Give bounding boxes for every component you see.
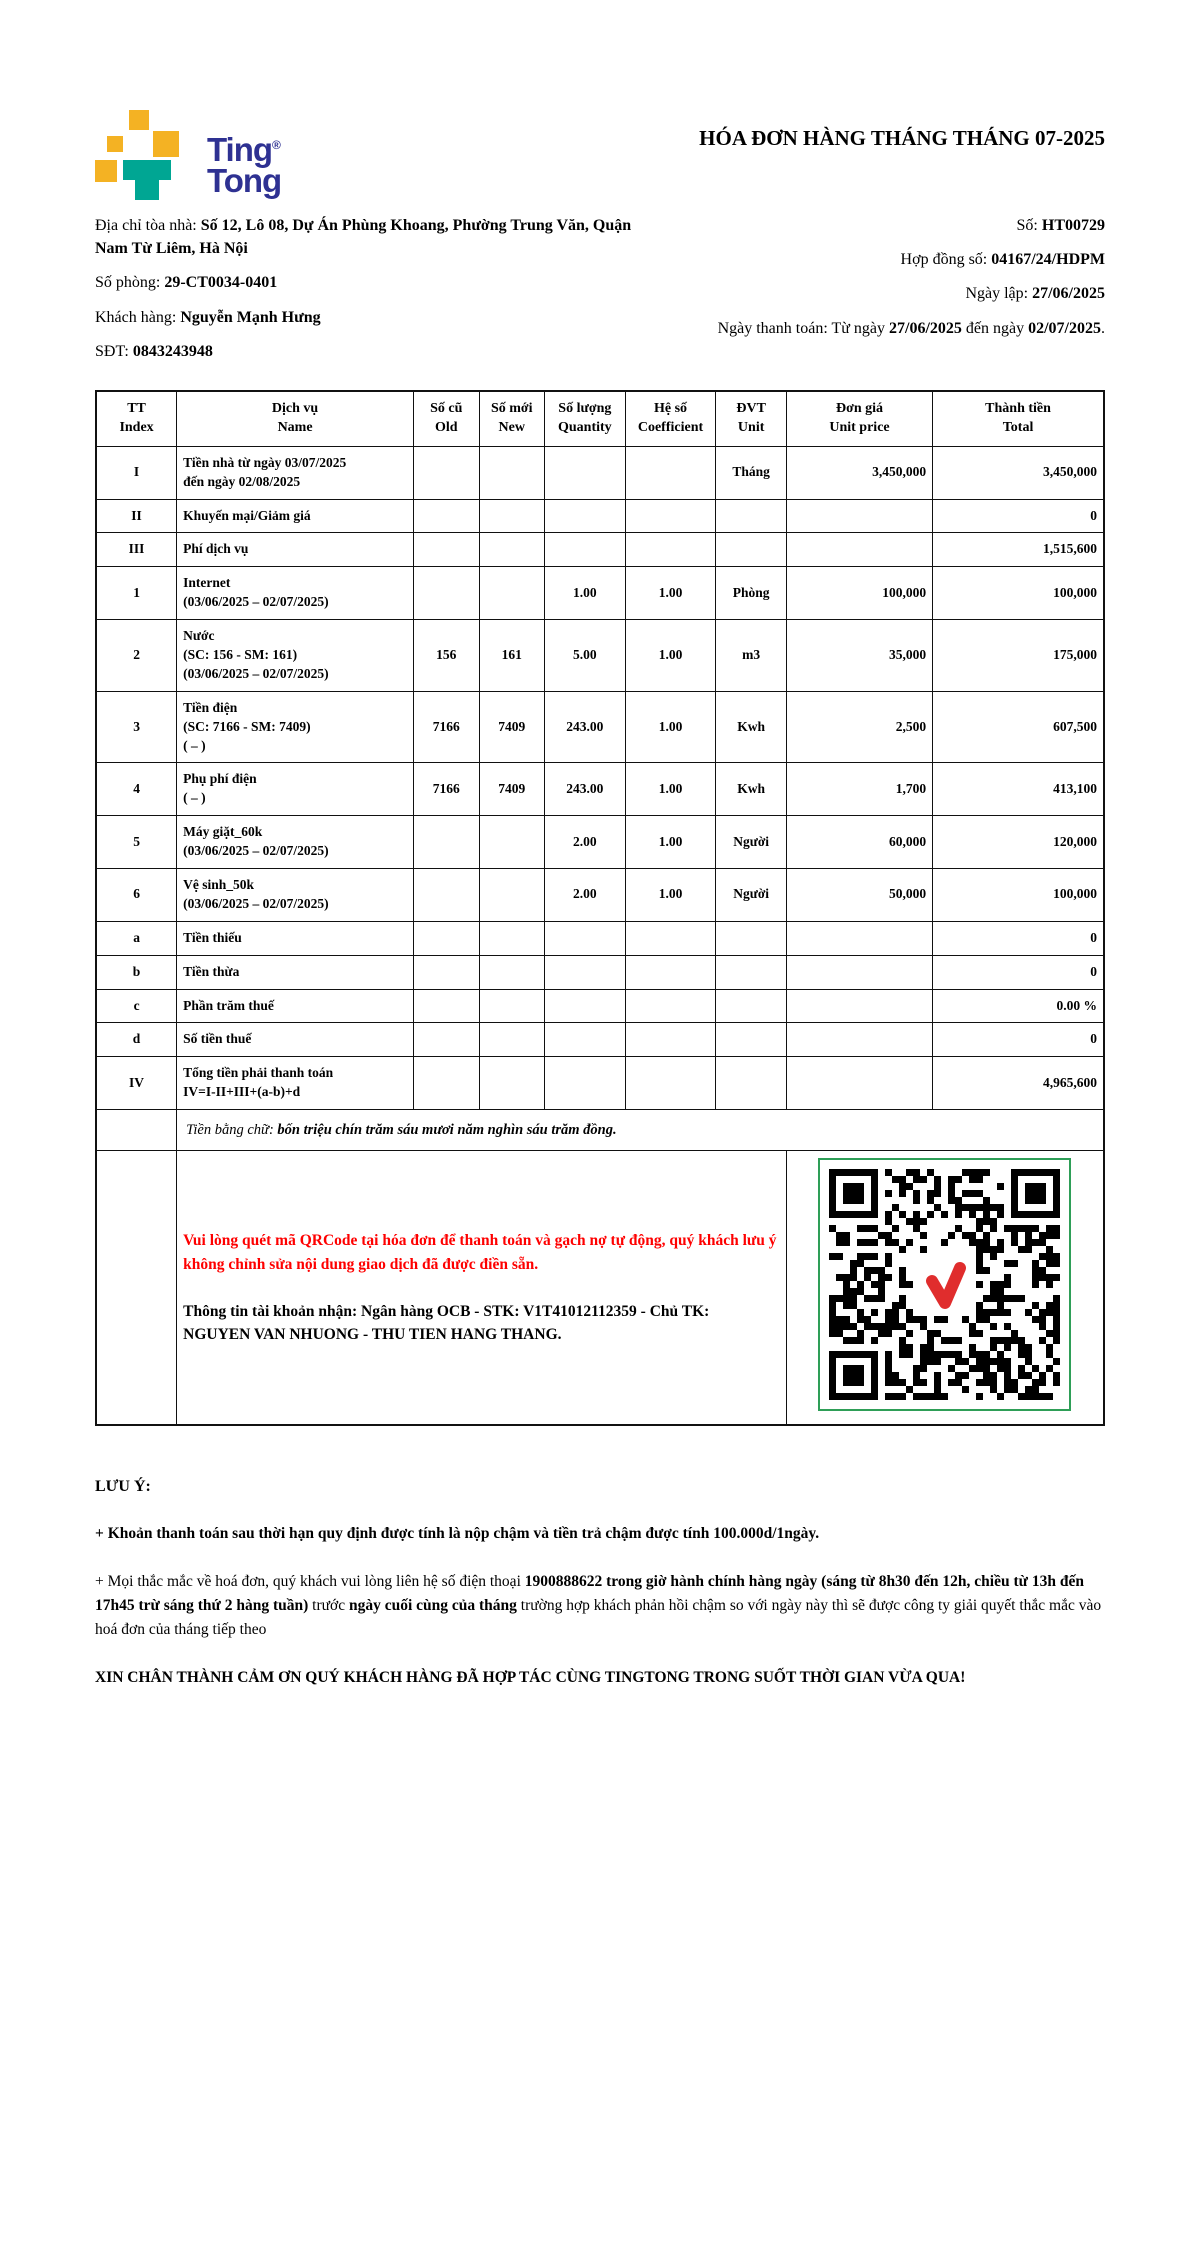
text-segment: 29-CT0034-0401 [164, 274, 278, 292]
text-segment: 04167/24/HDPM [991, 251, 1105, 269]
cell-unit: Người [716, 816, 787, 869]
cell-quantity: 2.00 [545, 868, 626, 921]
cell-new [479, 1023, 545, 1057]
cell-old [414, 989, 480, 1023]
cell-new [479, 1057, 545, 1110]
cell-empty [96, 1151, 177, 1425]
table-row [96, 446, 1104, 499]
cell-index: 5 [96, 816, 177, 869]
text-segment: + Khoản thanh toán sau thời hạn quy định được tính là nộp chậm và tiền trả chậm được tính 100.000d/1ngày. [95, 1525, 820, 1543]
text-segment: Thông tin tài khoản nhận: Ngân hàng OCB - STK: [183, 1302, 524, 1320]
cell-old [414, 567, 480, 620]
cell-total: 0 [933, 921, 1104, 955]
cell-new [479, 816, 545, 869]
column-header: TT Index [96, 391, 177, 446]
cell-service-name: Tiền thừa [177, 955, 414, 989]
column-header: ĐVT Unit [716, 391, 787, 446]
text-segment: + Mọi thắc mắc về hoá đơn, quý khách vui lòng liên hệ số điện thoại [95, 1573, 525, 1591]
cell-new [479, 533, 545, 567]
cell-unit [716, 499, 787, 533]
cell-coefficient [625, 955, 716, 989]
text-segment: Ngày thanh toán: Từ ngày [717, 319, 890, 337]
cell-unit-price: 3,450,000 [786, 446, 932, 499]
logo-word-tong: Tong [207, 162, 282, 200]
cell-quantity [545, 955, 626, 989]
note-late-payment [95, 1522, 1105, 1546]
cell-quantity: 1.00 [545, 567, 626, 620]
column-header: Dịch vụ Name [177, 391, 414, 446]
note-hotline [95, 1570, 1105, 1642]
cell-index: 4 [96, 763, 177, 816]
text-segment: NGUYEN VAN NHUONG - THU TIEN HANG THANG [183, 1326, 558, 1344]
invoice-table [95, 390, 1105, 1426]
cell-old [414, 1057, 480, 1110]
cell-coefficient: 1.00 [625, 567, 716, 620]
table-row [96, 989, 1104, 1023]
cell-index: 3 [96, 691, 177, 763]
cell-total: 100,000 [933, 868, 1104, 921]
cell-old [414, 499, 480, 533]
qr-warning-text: Vui lòng quét mã QRCode tại hóa đơn để thanh toán và gạch nợ tự động, quý khách lưu ý không chỉnh sửa nội dung giao dịch đã được điền sẵn. [183, 1232, 777, 1273]
column-header: Số cũ Old [414, 391, 480, 446]
logo-word-ting: Ting [207, 131, 273, 168]
cell-service-name: Vệ sinh_50k (03/06/2025 – 02/07/2025) [177, 868, 414, 921]
cell-new [479, 989, 545, 1023]
cell-index: I [96, 446, 177, 499]
column-header: Đơn giá Unit price [786, 391, 932, 446]
cell-coefficient [625, 1057, 716, 1110]
cell-quantity: 5.00 [545, 620, 626, 692]
cell-unit-price [786, 533, 932, 567]
info-line [95, 340, 661, 363]
cell-unit-price: 50,000 [786, 868, 932, 921]
cell-unit-price: 60,000 [786, 816, 932, 869]
cell-service-name: Khuyến mại/Giảm giá [177, 499, 414, 533]
cell-coefficient [625, 989, 716, 1023]
text-segment: trường hợp khách phản hồi chậm so với ngày này thì sẽ được công ty giải quyết thắc mắc vào hoá đơn của tháng tiếp theo [95, 1597, 1102, 1639]
footer-notes [95, 1478, 1105, 1690]
cell-new [479, 868, 545, 921]
cell-index: 2 [96, 620, 177, 692]
cell-unit: Phòng [716, 567, 787, 620]
cell-index: a [96, 921, 177, 955]
cell-total: 0 [933, 1023, 1104, 1057]
cell-service-name: Phụ phí điện ( – ) [177, 763, 414, 816]
cell-index: 1 [96, 567, 177, 620]
info-line [95, 271, 661, 294]
column-header: Hệ số Coefficient [625, 391, 716, 446]
text-segment: . [1101, 319, 1105, 337]
cell-quantity: 243.00 [545, 691, 626, 763]
cell-quantity [545, 1057, 626, 1110]
table-row [96, 1023, 1104, 1057]
registered-mark: ® [272, 138, 280, 152]
cell-unit: m3 [716, 620, 787, 692]
cell-unit-price [786, 499, 932, 533]
cell-new: 7409 [479, 691, 545, 763]
cell-unit [716, 1023, 787, 1057]
text-segment: ngày cuối cùng của tháng [348, 1597, 517, 1615]
text-segment: Số phòng: [95, 274, 165, 292]
cell-old: 7166 [414, 763, 480, 816]
table-row [96, 868, 1104, 921]
cell-unit [716, 955, 787, 989]
info-line [671, 214, 1105, 237]
cell-total: 413,100 [933, 763, 1104, 816]
cell-service-name: Số tiền thuế [177, 1023, 414, 1057]
cell-service-name: Internet (03/06/2025 – 02/07/2025) [177, 567, 414, 620]
text-segment: . [557, 1326, 562, 1344]
cell-coefficient [625, 1023, 716, 1057]
text-segment: 27/06/2025 [1032, 285, 1105, 303]
cell-old: 7166 [414, 691, 480, 763]
text-segment: trước [308, 1597, 349, 1615]
amount-in-words [177, 1110, 1104, 1151]
cell-service-name: Tiền nhà từ ngày 03/07/2025 đến ngày 02/08/2025 [177, 446, 414, 499]
cell-quantity [545, 989, 626, 1023]
text-segment: - Chủ TK: [636, 1302, 710, 1320]
text-segment: 0843243948 [132, 342, 213, 360]
cell-coefficient: 1.00 [625, 868, 716, 921]
cell-service-name: Phí dịch vụ [177, 533, 414, 567]
cell-unit: Kwh [716, 691, 787, 763]
cell-quantity [545, 533, 626, 567]
qr-row [96, 1151, 1104, 1425]
table-row [96, 620, 1104, 692]
cell-unit-price [786, 1057, 932, 1110]
invoice-meta [671, 214, 1105, 374]
text-segment: V1T41012112359 [523, 1302, 637, 1320]
cell-quantity [545, 1023, 626, 1057]
table-header-row [96, 391, 1104, 446]
cell-old [414, 868, 480, 921]
cell-quantity: 2.00 [545, 816, 626, 869]
cell-coefficient [625, 499, 716, 533]
table-row [96, 499, 1104, 533]
cell-quantity: 243.00 [545, 763, 626, 816]
amount-in-words-row [96, 1110, 1104, 1151]
cell-service-name: Tổng tiền phải thanh toán IV=I-II+III+(a-b)+d [177, 1057, 414, 1110]
table-row [96, 533, 1104, 567]
cell-total: 607,500 [933, 691, 1104, 763]
cell-index: 6 [96, 868, 177, 921]
cell-unit-price: 1,700 [786, 763, 932, 816]
column-header: Số lượng Quantity [545, 391, 626, 446]
text-segment: 02/07/2025 [1028, 319, 1101, 337]
customer-info [95, 214, 661, 374]
text-segment: Số 12, Lô 08, Dự Án Phùng Khoang, Phường Trung Văn, Quận Nam Từ Liêm, Hà Nội [95, 217, 632, 258]
cell-coefficient: 1.00 [625, 691, 716, 763]
table-row [96, 955, 1104, 989]
cell-index: d [96, 1023, 177, 1057]
cell-old [414, 921, 480, 955]
cell-old [414, 955, 480, 989]
text-segment: Hợp đồng số: [900, 251, 992, 269]
cell-unit-price [786, 989, 932, 1023]
info-line [671, 248, 1105, 271]
cell-new: 161 [479, 620, 545, 692]
info-line [671, 317, 1105, 340]
cell-unit-price: 100,000 [786, 567, 932, 620]
column-header: Số mới New [479, 391, 545, 446]
cell-unit: Người [716, 868, 787, 921]
cell-unit: Kwh [716, 763, 787, 816]
cell-unit-price: 35,000 [786, 620, 932, 692]
cell-coefficient: 1.00 [625, 763, 716, 816]
cell-new [479, 955, 545, 989]
invoice-table-body [96, 446, 1104, 1425]
cell-total: 0 [933, 499, 1104, 533]
cell-new [479, 446, 545, 499]
bank-account-info [183, 1300, 780, 1347]
table-row [96, 567, 1104, 620]
table-row [96, 691, 1104, 763]
cell-index: III [96, 533, 177, 567]
cell-quantity [545, 921, 626, 955]
cell-total: 175,000 [933, 620, 1104, 692]
table-row [96, 921, 1104, 955]
cell-index: IV [96, 1057, 177, 1110]
amount-in-words-label: Tiền bằng chữ: [186, 1122, 278, 1139]
info-line [95, 214, 661, 260]
cell-unit-price [786, 921, 932, 955]
amount-in-words-value: bốn triệu chín trăm sáu mươi năm nghìn sáu trăm đồng. [277, 1122, 617, 1139]
cell-total: 120,000 [933, 816, 1104, 869]
cell-total: 1,515,600 [933, 533, 1104, 567]
cell-unit-price [786, 955, 932, 989]
invoice-title: HÓA ĐƠN HÀNG THÁNG THÁNG 07-2025 [699, 126, 1105, 150]
cell-unit [716, 1057, 787, 1110]
cell-old [414, 1023, 480, 1057]
cell-quantity [545, 446, 626, 499]
cell-old [414, 816, 480, 869]
payment-instructions-cell [177, 1151, 787, 1425]
cell-old: 156 [414, 620, 480, 692]
invoice-info [95, 214, 1105, 374]
text-segment: đến ngày [961, 319, 1029, 337]
invoice-table-head [96, 391, 1104, 446]
cell-unit-price [786, 1023, 932, 1057]
cell-quantity [545, 499, 626, 533]
tingtong-logo [95, 110, 281, 200]
cell-new [479, 567, 545, 620]
table-row [96, 816, 1104, 869]
text-segment: Số: [1016, 217, 1042, 234]
cell-service-name: Tiền điện (SC: 7166 - SM: 7409) ( – ) [177, 691, 414, 763]
cell-index: b [96, 955, 177, 989]
info-line [671, 282, 1105, 305]
cell-coefficient: 1.00 [625, 816, 716, 869]
qr-code [818, 1158, 1071, 1411]
tingtong-logo-icon [95, 110, 191, 200]
notes-title: LƯU Ý: [95, 1478, 151, 1496]
table-row [96, 763, 1104, 816]
cell-unit: Tháng [716, 446, 787, 499]
cell-coefficient: 1.00 [625, 620, 716, 692]
text-segment: SĐT: [95, 342, 133, 360]
tingtong-logo-text [207, 110, 282, 200]
cell-coefficient [625, 446, 716, 499]
cell-total: 3,450,000 [933, 446, 1104, 499]
cell-unit [716, 533, 787, 567]
cell-old [414, 446, 480, 499]
cell-unit-price: 2,500 [786, 691, 932, 763]
text-segment: Khách hàng: [95, 308, 181, 326]
cell-service-name: Tiền thiếu [177, 921, 414, 955]
text-segment: HT00729 [1041, 217, 1105, 234]
cell-service-name: Nước (SC: 156 - SM: 161) (03/06/2025 – 02/07/2025) [177, 620, 414, 692]
text-segment: Ngày lập: [965, 285, 1033, 303]
cell-index: c [96, 989, 177, 1023]
cell-service-name: Phần trăm thuế [177, 989, 414, 1023]
cell-total: 0 [933, 955, 1104, 989]
text-segment: 1900888622 trong giờ hành chính hàng ngày (sáng từ 8h30 đến 12h, chiều từ 13h đến 17h45 trừ sáng thứ 2 hàng tuần) [95, 1573, 1084, 1615]
header [95, 110, 1105, 200]
cell-unit [716, 921, 787, 955]
cell-service-name: Máy giặt_60k (03/06/2025 – 02/07/2025) [177, 816, 414, 869]
cell-coefficient [625, 533, 716, 567]
cell-unit [716, 989, 787, 1023]
table-row [96, 1057, 1104, 1110]
cell-coefficient [625, 921, 716, 955]
qr-code-cell [786, 1151, 1104, 1425]
cell-index: II [96, 499, 177, 533]
text-segment: 27/06/2025 [889, 319, 962, 337]
cell-old [414, 533, 480, 567]
cell-new [479, 921, 545, 955]
cell-total: 0.00 % [933, 989, 1104, 1023]
cell-new: 7409 [479, 763, 545, 816]
thanks-message: XIN CHÂN THÀNH CẢM ƠN QUÝ KHÁCH HÀNG ĐÃ HỢP TÁC CÙNG TINGTONG TRONG SUỐT THỜI GIAN VỪA QUA! [95, 1669, 966, 1687]
cell-total: 4,965,600 [933, 1057, 1104, 1110]
column-header: Thành tiền Total [933, 391, 1104, 446]
cell-total: 100,000 [933, 567, 1104, 620]
text-segment: Nguyễn Mạnh Hưng [180, 308, 321, 326]
vietqr-v-icon [917, 1257, 973, 1313]
cell-empty [96, 1110, 177, 1151]
text-segment: Địa chỉ tòa nhà: [95, 217, 201, 234]
info-line [95, 306, 661, 329]
cell-new [479, 499, 545, 533]
